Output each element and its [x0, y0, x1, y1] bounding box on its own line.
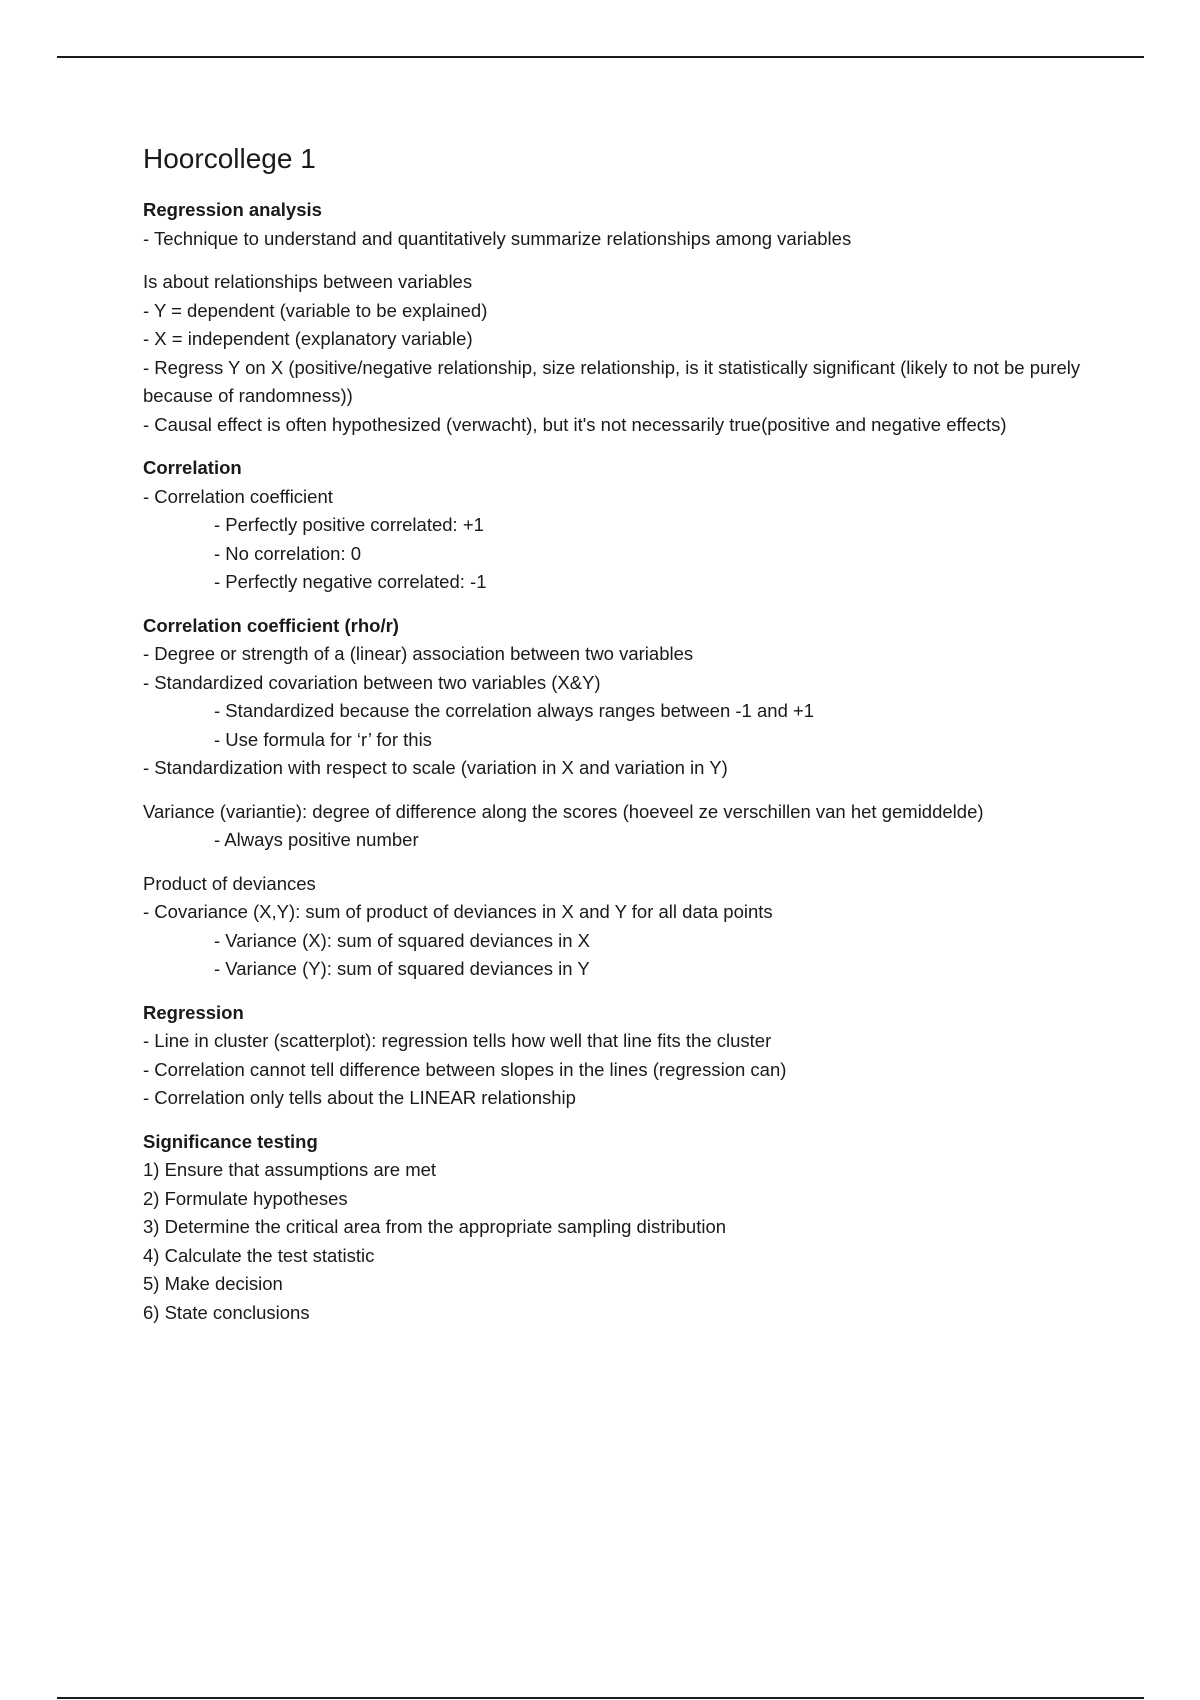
section: [143, 454, 1103, 597]
sub-list-item: - Variance (X): sum of squared deviances in X: [214, 929, 590, 951]
list-item: - Technique to understand and quantitatively summarize relationships among variables: [143, 227, 852, 249]
sub-list-item: - Perfectly positive correlated: +1: [214, 514, 484, 535]
list-item: Is about relationships between variables: [143, 271, 473, 292]
list-item: 6) State conclusions: [143, 1301, 310, 1323]
section: [143, 798, 1103, 855]
list-item: 2) Formulate hypotheses: [143, 1187, 348, 1209]
list-item: - Standardization with respect to scale (variation in X and variation in Y): [143, 757, 728, 778]
list-item: - X = independent (explanatory variable): [143, 328, 473, 349]
section: [143, 870, 1103, 984]
list-item: 3) Determine the critical area from the appropriate sampling distribution: [143, 1216, 727, 1237]
list-item: - Correlation cannot tell difference between slopes in the lines (regression can): [143, 1058, 787, 1080]
section: [143, 1128, 1103, 1328]
section: [143, 268, 1103, 439]
list-item: Product of deviances: [143, 872, 316, 894]
bottom-rule: [57, 1697, 1144, 1699]
top-rule: [57, 56, 1144, 58]
list-item: Variance (variantie): degree of difference along the scores (hoeveel ze verschillen van het gemiddelde): [143, 800, 984, 822]
list-item: - Regress Y on X (positive/negative relationship, size relationship, is it statistically significant (likely to not be purely because of randomness)): [143, 356, 1081, 406]
section: [143, 612, 1103, 783]
section: [143, 999, 1103, 1113]
list-item: - Correlation coefficient: [143, 485, 333, 507]
section: [143, 196, 1103, 253]
list-item: 4) Calculate the test statistic: [143, 1244, 375, 1266]
list-item: - Covariance (X,Y): sum of product of deviances in X and Y for all data points: [143, 901, 773, 922]
list-item: - Degree or strength of a (linear) association between two variables: [143, 643, 694, 664]
sub-list-item: - Always positive number: [214, 829, 419, 850]
sections-container: [143, 196, 1103, 1327]
list-item: 1) Ensure that assumptions are met: [143, 1159, 437, 1180]
document-body: [143, 142, 1103, 1342]
list-item: - Causal effect is often hypothesized (verwacht), but it's not necessarily true(positive and negative effects): [143, 413, 1007, 435]
list-item: 5) Make decision: [143, 1273, 283, 1294]
section-heading: Correlation: [143, 457, 242, 478]
list-item: - Standardized covariation between two variables (X&Y): [143, 671, 601, 693]
sub-list-item: - Standardized because the correlation always ranges between -1 and +1: [214, 700, 815, 721]
page-title: Hoorcollege 1: [143, 143, 316, 174]
list-item: - Y = dependent (variable to be explained): [143, 299, 488, 321]
sub-list-item: - Use formula for ‘r’ for this: [214, 728, 432, 750]
list-item: - Correlation only tells about the LINEAR relationship: [143, 1087, 576, 1108]
list-item: - Line in cluster (scatterplot): regression tells how well that line fits the cluster: [143, 1030, 772, 1051]
section-heading: Regression analysis: [143, 199, 322, 220]
sub-list-item: - No correlation: 0: [214, 542, 362, 564]
sub-list-item: - Perfectly negative correlated: -1: [214, 571, 487, 592]
section-heading: Regression: [143, 1001, 244, 1023]
section-heading: Correlation coefficient (rho/r): [143, 614, 399, 636]
sub-list-item: - Variance (Y): sum of squared deviances in Y: [214, 958, 590, 979]
section-heading: Significance testing: [143, 1130, 318, 1152]
